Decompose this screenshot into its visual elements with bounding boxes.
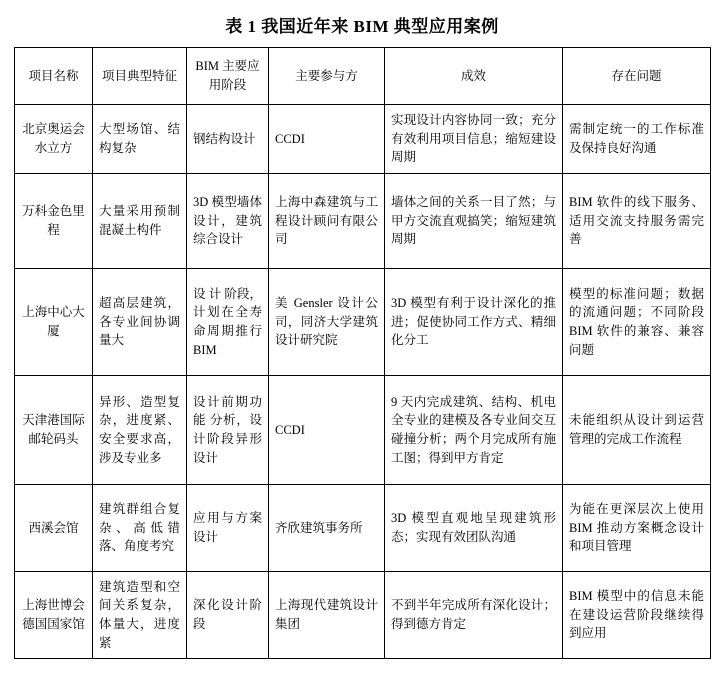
cell-project-name: 天津港国际邮轮码头 xyxy=(15,376,93,485)
cell-effect: 不到半年完成所有深化设计；得到德方肯定 xyxy=(385,572,563,659)
cell-problem: 需制定统一的工作标准及保持良好沟通 xyxy=(563,105,711,174)
cell-project-name: 北京奥运会水立方 xyxy=(15,105,93,174)
cell-problem: 未能组织从设计到运营管理的完成工作流程 xyxy=(563,376,711,485)
cell-problem: BIM 模型中的信息未能在建设运营阶段继续得到应用 xyxy=(563,572,711,659)
table-row xyxy=(15,105,711,174)
cell-participants: 上海中森建筑与工程设计顾问有限公司 xyxy=(269,174,385,269)
cell-participants: 齐欣建筑事务所 xyxy=(269,485,385,572)
cell-bim-stage: 3D 模型墙体设计，建筑综合设计 xyxy=(187,174,269,269)
cell-project-feature: 建筑造型和空间关系复杂，体量大，进度紧 xyxy=(93,572,187,659)
cell-effect: 9 天内完成建筑、结构、机电全专业的建模及各专业间交互碰撞分析；两个月完成所有施工图；得到甲方肯定 xyxy=(385,376,563,485)
cell-bim-stage: 钢结构设计 xyxy=(187,105,269,174)
column-header-project-name: 项目名称 xyxy=(15,48,93,105)
cell-project-feature: 大型场馆、结构复杂 xyxy=(93,105,187,174)
cell-project-name: 万科金色里程 xyxy=(15,174,93,269)
table-row xyxy=(15,174,711,269)
cell-project-feature: 建筑群组合复杂、高低错落、角度考究 xyxy=(93,485,187,572)
cell-problem: BIM 软件的线下服务、适用交流支持服务需完善 xyxy=(563,174,711,269)
cell-project-feature: 大量采用预制混凝土构件 xyxy=(93,174,187,269)
cell-project-feature: 超高层建筑，各专业间协调量大 xyxy=(93,269,187,376)
cell-participants: 上海现代建筑设计集团 xyxy=(269,572,385,659)
cell-bim-stage: 设 计 阶段，计划在全寿命周期推行 BIM xyxy=(187,269,269,376)
cell-project-name: 上海中心大厦 xyxy=(15,269,93,376)
cell-effect: 实现设计内容协同一致；充分有效利用项目信息；缩短建设周期 xyxy=(385,105,563,174)
table-title: 表 1 我国近年来 BIM 典型应用案例 xyxy=(225,17,499,36)
cell-bim-stage: 设计前期功 能 分析，设计阶段异形设计 xyxy=(187,376,269,485)
cell-participants: 美 Gensler 设计公司，同济大学建筑设计研究院 xyxy=(269,269,385,376)
column-header-project-feature: 项目典型特征 xyxy=(93,48,187,105)
cell-effect: 墙体之间的关系一目了然；与甲方交流直观搞笑；缩短建筑周期 xyxy=(385,174,563,269)
cell-effect: 3D 模型有利于设计深化的推进；促使协同工作方式、精细化分工 xyxy=(385,269,563,376)
cell-project-name: 西溪会馆 xyxy=(15,485,93,572)
bim-case-table xyxy=(14,47,711,659)
cell-bim-stage: 深化设计阶段 xyxy=(187,572,269,659)
table-row xyxy=(15,269,711,376)
cell-problem: 为能在更深层次上使用 BIM 推动方案概念设计和项目管理 xyxy=(563,485,711,572)
table-row xyxy=(15,376,711,485)
column-header-problem: 存在问题 xyxy=(563,48,711,105)
table-row xyxy=(15,572,711,659)
cell-participants: CCDI xyxy=(269,376,385,485)
cell-project-name: 上海世博会德国国家馆 xyxy=(15,572,93,659)
table-header-row xyxy=(15,48,711,105)
table-row xyxy=(15,485,711,572)
column-header-bim-stage: BIM 主要应用阶段 xyxy=(187,48,269,105)
cell-project-feature: 异形、造型复杂，进度紧、安全要求高，涉及专业多 xyxy=(93,376,187,485)
cell-effect: 3D 模型直观地呈现建筑形态；实现有效团队沟通 xyxy=(385,485,563,572)
cell-bim-stage: 应用与方案设计 xyxy=(187,485,269,572)
column-header-effect: 成效 xyxy=(385,48,563,105)
column-header-participants: 主要参与方 xyxy=(269,48,385,105)
cell-participants: CCDI xyxy=(269,105,385,174)
cell-problem: 模型的标准问题；数据的流通问题；不同阶段 BIM 软件的兼容、兼容问题 xyxy=(563,269,711,376)
